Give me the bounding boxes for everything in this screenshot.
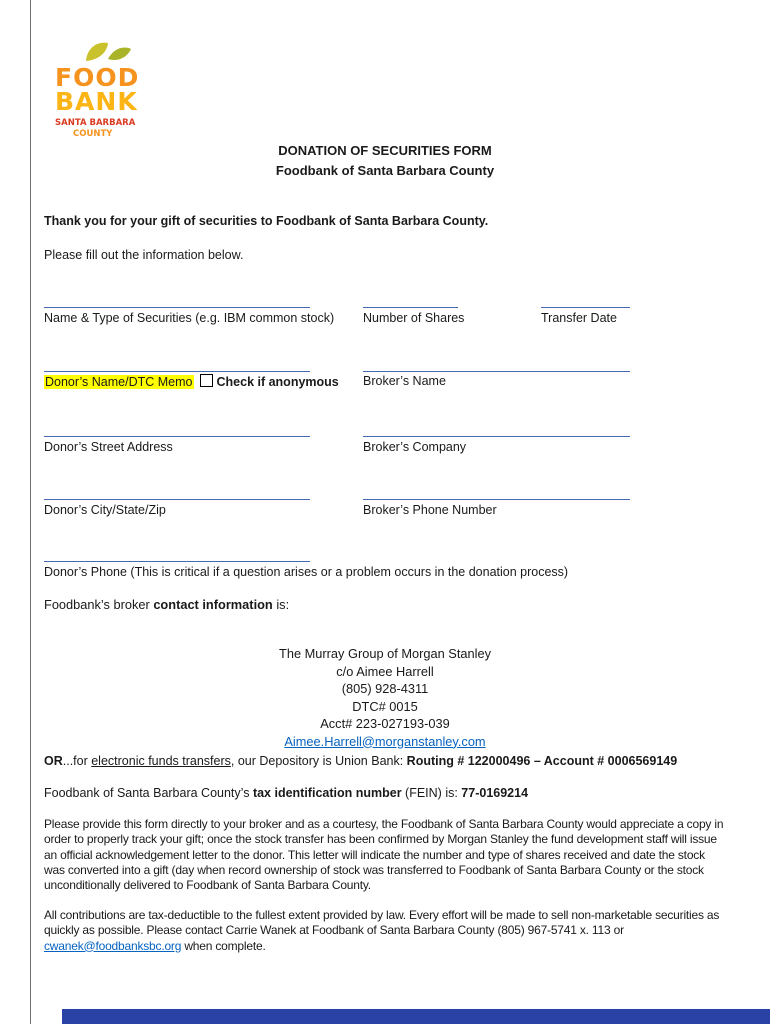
- shares-label: Number of Shares: [363, 311, 465, 325]
- fein-prefix: Foodbank of Santa Barbara County’s: [44, 786, 253, 800]
- donor-name-label: Donor’s Name/DTC Memo: [45, 375, 193, 389]
- form-header: [0, 141, 770, 181]
- broker-email-link[interactable]: Aimee.Harrell@morganstanley.com: [284, 733, 486, 749]
- broker-dtc-number: DTC# 0015: [352, 698, 418, 714]
- broker-contact-phone: (805) 928-4311: [341, 681, 429, 696]
- eft-instructions: [44, 754, 677, 768]
- eft-underlined-text: electronic funds transfers: [91, 754, 231, 768]
- broker-name-label: Broker’s Name: [363, 374, 446, 388]
- eft-text-1: ...for: [62, 754, 92, 768]
- donor-address-label: Donor’s Street Address: [44, 440, 173, 454]
- broker-group-name: The Murray Group of Morgan Stanley: [279, 646, 491, 661]
- footer-bar: [62, 1009, 770, 1024]
- fein-line: [44, 786, 528, 800]
- fein-mid: (FEIN) is:: [401, 786, 462, 800]
- securities-input-line[interactable]: [44, 307, 310, 308]
- fill-instruction-text: Please fill out the information below.: [44, 248, 244, 262]
- contact-email-link[interactable]: cwanek@foodbanksbc.org: [44, 938, 182, 953]
- securities-label: Name & Type of Securities (e.g. IBM common stock): [44, 311, 335, 325]
- transfer-date-label: Transfer Date: [541, 311, 617, 325]
- broker-name-input-line[interactable]: [363, 371, 630, 372]
- form-title: DONATION OF SECURITIES FORM: [278, 143, 492, 158]
- eft-or: OR: [44, 754, 63, 768]
- logo-santabarbara-text: SANTA BARBARA: [55, 118, 136, 128]
- transfer-date-input-line[interactable]: [541, 307, 630, 308]
- eft-text-2: , our Depository is Union Bank:: [230, 754, 407, 768]
- donor-address-input-line[interactable]: [44, 436, 310, 437]
- broker-account-number: Acct# 223-027193-039: [320, 716, 450, 731]
- broker-company-label: Broker’s Company: [363, 440, 467, 454]
- broker-email-row: [0, 733, 770, 751]
- donor-city-label: Donor’s City/State/Zip: [44, 503, 166, 517]
- broker-lead-prefix: Foodbank’s broker: [44, 597, 154, 612]
- broker-instructions-paragraph: Please provide this form directly to your broker and as a courtesy, the Foodbank of Santa Barbara County would appreciate a copy in order to properly track your gift; once the stock transfer has been confirmed by Morgan Stanley the fund development staff will issue an official acknowledgement letter to the donor. This letter will indicate the number and type of shares received and date the stock was converted into a gift (day when record ownership of stock was transferred to Foodbank of Santa Barbara County or the stock unconditionally delivered to Foodbank of Santa Barbara County.: [44, 817, 724, 893]
- fein-bold-label: tax identification number: [252, 786, 402, 800]
- thank-you-text: Thank you for your gift of securities to Foodbank of Santa Barbara County.: [44, 214, 489, 228]
- broker-contact-lead: [44, 597, 289, 612]
- logo-county-text: COUNTY: [73, 129, 113, 139]
- eft-routing-account: Routing # 122000496 – Account # 0006569149: [406, 754, 678, 768]
- broker-contact-person: c/o Aimee Harrell: [336, 663, 434, 679]
- leaf-icon: [86, 43, 108, 61]
- broker-phone-label: Broker’s Phone Number: [363, 503, 497, 517]
- logo-bank-text: BANK: [55, 87, 138, 116]
- contributions-text-suffix: when complete.: [181, 938, 266, 953]
- broker-contact-block: [0, 645, 770, 750]
- form-org-title: Foodbank of Santa Barbara County: [275, 163, 495, 178]
- foodbank-logo: [50, 40, 142, 140]
- broker-lead-bold: contact information: [153, 597, 273, 612]
- contributions-text: All contributions are tax-deductible to the fullest extent provided by law. Every effort will be made to sell non-marketable securities as quickly as possible. Please contact Carrie Wanek at Foodbank of Santa Barbara County (805) 967-5741 x. 113 or: [44, 908, 720, 938]
- broker-company-input-line[interactable]: [363, 436, 630, 437]
- fein-number: 77-0169214: [461, 786, 529, 800]
- donor-phone-input-line[interactable]: [44, 561, 310, 562]
- contributions-paragraph: [44, 908, 726, 954]
- anonymous-checkbox[interactable]: [200, 374, 213, 387]
- broker-lead-suffix: is:: [272, 597, 290, 612]
- logo-food-text: FOOD: [55, 63, 140, 92]
- donor-city-input-line[interactable]: [44, 499, 310, 500]
- donor-name-input-line[interactable]: [44, 371, 310, 372]
- foodbank-logo-graphic: [50, 40, 142, 140]
- anonymous-label: Check if anonymous: [216, 375, 339, 389]
- shares-input-line[interactable]: [363, 307, 458, 308]
- donor-name-label-row: [44, 374, 339, 389]
- broker-phone-input-line[interactable]: [363, 499, 630, 500]
- leaf-icon: [108, 47, 131, 60]
- donor-phone-label: Donor’s Phone (This is critical if a question arises or a problem occurs in the donation process): [44, 565, 569, 579]
